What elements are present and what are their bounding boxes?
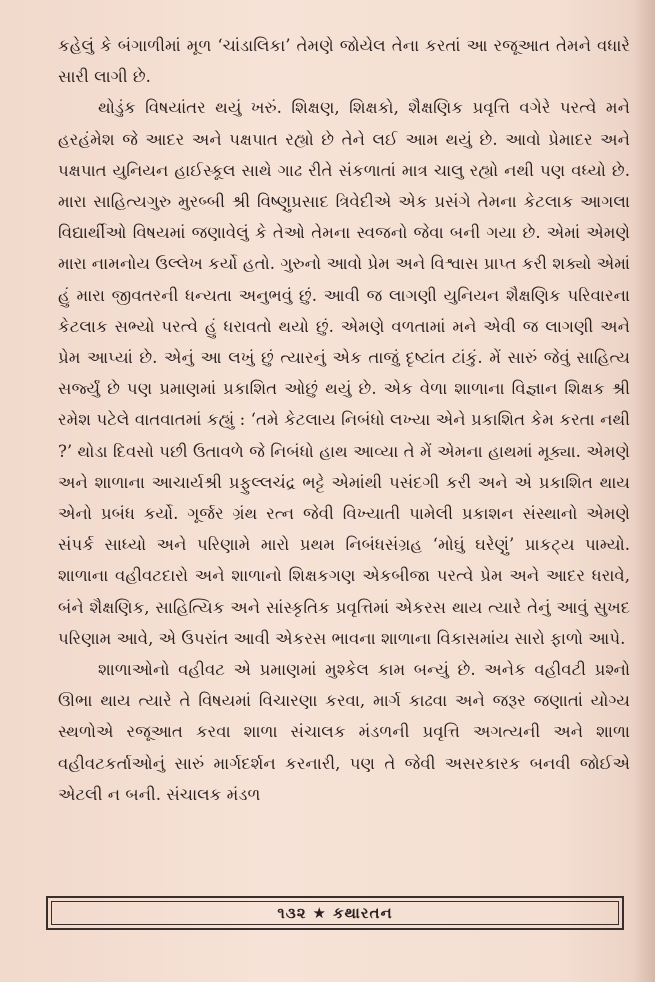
star-icon: ★ <box>312 904 327 922</box>
page-footer <box>48 904 622 922</box>
paragraph-administration: શાળાઓનો વહીવટ એ પ્રમાણમાં મુશ્કેલ કામ બન્યું છે. અનેક વહીવટી પ્રશ્નો ઊભા થાય ત્યારે તે વિષયમાં વિચારણા કરવા, માર્ગ કાઢવા અને જરૂર જણાતાં યોગ્ય સ્થળોએ રજૂઆત કરવા શાળા સંચાલક મંડળની પ્રવૃત્તિ અગત્યની અને શાળા વહીવટકર્તાઓનું સારું માર્ગદર્શન કરનારી, પણ તે જેવી અસરકારક બનવી જોઈએ એટલી ન બની. સંચાલક મંડળ <box>58 660 630 804</box>
page-number: ૧૩૨ <box>277 904 307 922</box>
paragraph-digression: થોડુંક વિષયાંતર થયું ખરું. શિક્ષણ, શિક્ષકો, શૈક્ષણિક પ્રવૃત્તિ વગેરે પરત્વે મને હરહંમેશ જે આદર અને પક્ષપાત રહ્યો છે તેને લઈ આમ થયું છે. આવો પ્રેમાદર અને પક્ષપાત યુનિયન હાઈસ્કૂલ સાથે ગાઢ રીતે સંકળાતાં માત્ર ચાલુ રહ્યો નથી પણ વધ્યો છે. મારા સાહિત્યગુરુ મુરબ્બી શ્રી વિષ્ણુપ્રસાદ ત્રિવેદીએ એક પ્રસંગે તેમના કેટલાક આગલા વિદ્યાર્થીઓ વિષયમાં જણાવેલું કે તેઓ તેમના સ્વજનો જેવા બની ગયા છે. એમાં એમણે મારા નામનોય ઉલ્લેખ કર્યો હતો. ગુરુનો આવો પ્રેમ અને વિશ્વાસ પ્રાપ્ત કરી શક્યો એમાં હું મારા જીવતરની ધન્યતા અનુભવું છું. આવી જ લાગણી યુનિયન શૈક્ષણિક પરિવારના કેટલાક સભ્યો પરત્વે હું ધરાવતો થયો છું. એમણે વળતામાં મને એવી જ લાગણી અને પ્રેમ આપ્યાં છે. એનું આ લખું છું ત્યારનું એક તાજું દૃષ્ટાંત ટાંકું. મેં સારું જેવું સાહિત્ય સર્જ્યું છે પણ પ્રમાણમાં પ્રકાશિત ઓછું થયું છે. એક વેળા શાળાના વિજ્ઞાન શિક્ષક શ્રી રમેશ પટેલે વાતવાતમાં કહ્યું : ‘તમે કેટલાય નિબંધો લખ્યા એને પ્રકાશિત કેમ કરતા નથી ?’ થોડા દિવસો પછી ઉતાવળે જે નિબંધો હાથ આવ્યા તે મેં એમના હાથમાં મૂક્યા. એમણે અને શાળાના આચાર્યશ્રી પ્રફુલ્લચંદ્ર ભટ્ટે એમાંથી પસંદગી કરી અને એ પ્રકાશિત થાય એનો પ્રબંધ કર્યો. ગૂર્જર ગ્રંથ રત્ન જેવી વિખ્યાતી પામેલી પ્રકાશન સંસ્થાનો એમણે સંપર્ક સાધ્યો અને પરિણામે મારો પ્રથમ નિબંધસંગ્રહ ‘મોઘું ઘરેણું’ પ્રાકટ્ય પામ્યો. શાળાના વહીવટદારો અને શાળાનો શિક્ષકગણ એકબીજા પરત્વે પ્રેમ અને આદર ધરાવે, બંને શૈક્ષણિક, સાહિત્યિક અને સાંસ્કૃતિક પ્રવૃત્તિમાં એકરસ થાય ત્યારે તેનું આવું સુખદ પરિણામ આવે, એ ઉપરાંત આવી એકરસ ભાવના શાળાના વિકાસમાંય સારો ફાળો આપે. <box>58 98 630 648</box>
book-title: કથારતન <box>332 904 393 922</box>
page-spine-shadow <box>633 0 655 982</box>
page-footer-frame <box>46 896 624 930</box>
body-text <box>58 30 630 810</box>
paragraph-continued: કહેલું કે બંગાળીમાં મૂળ ‘ચાંડાલિકા’ તેમણે જોયેલ તેના કરતાં આ રજૂઆત તેમને વધારે સારી લાગી છે. <box>58 36 630 87</box>
